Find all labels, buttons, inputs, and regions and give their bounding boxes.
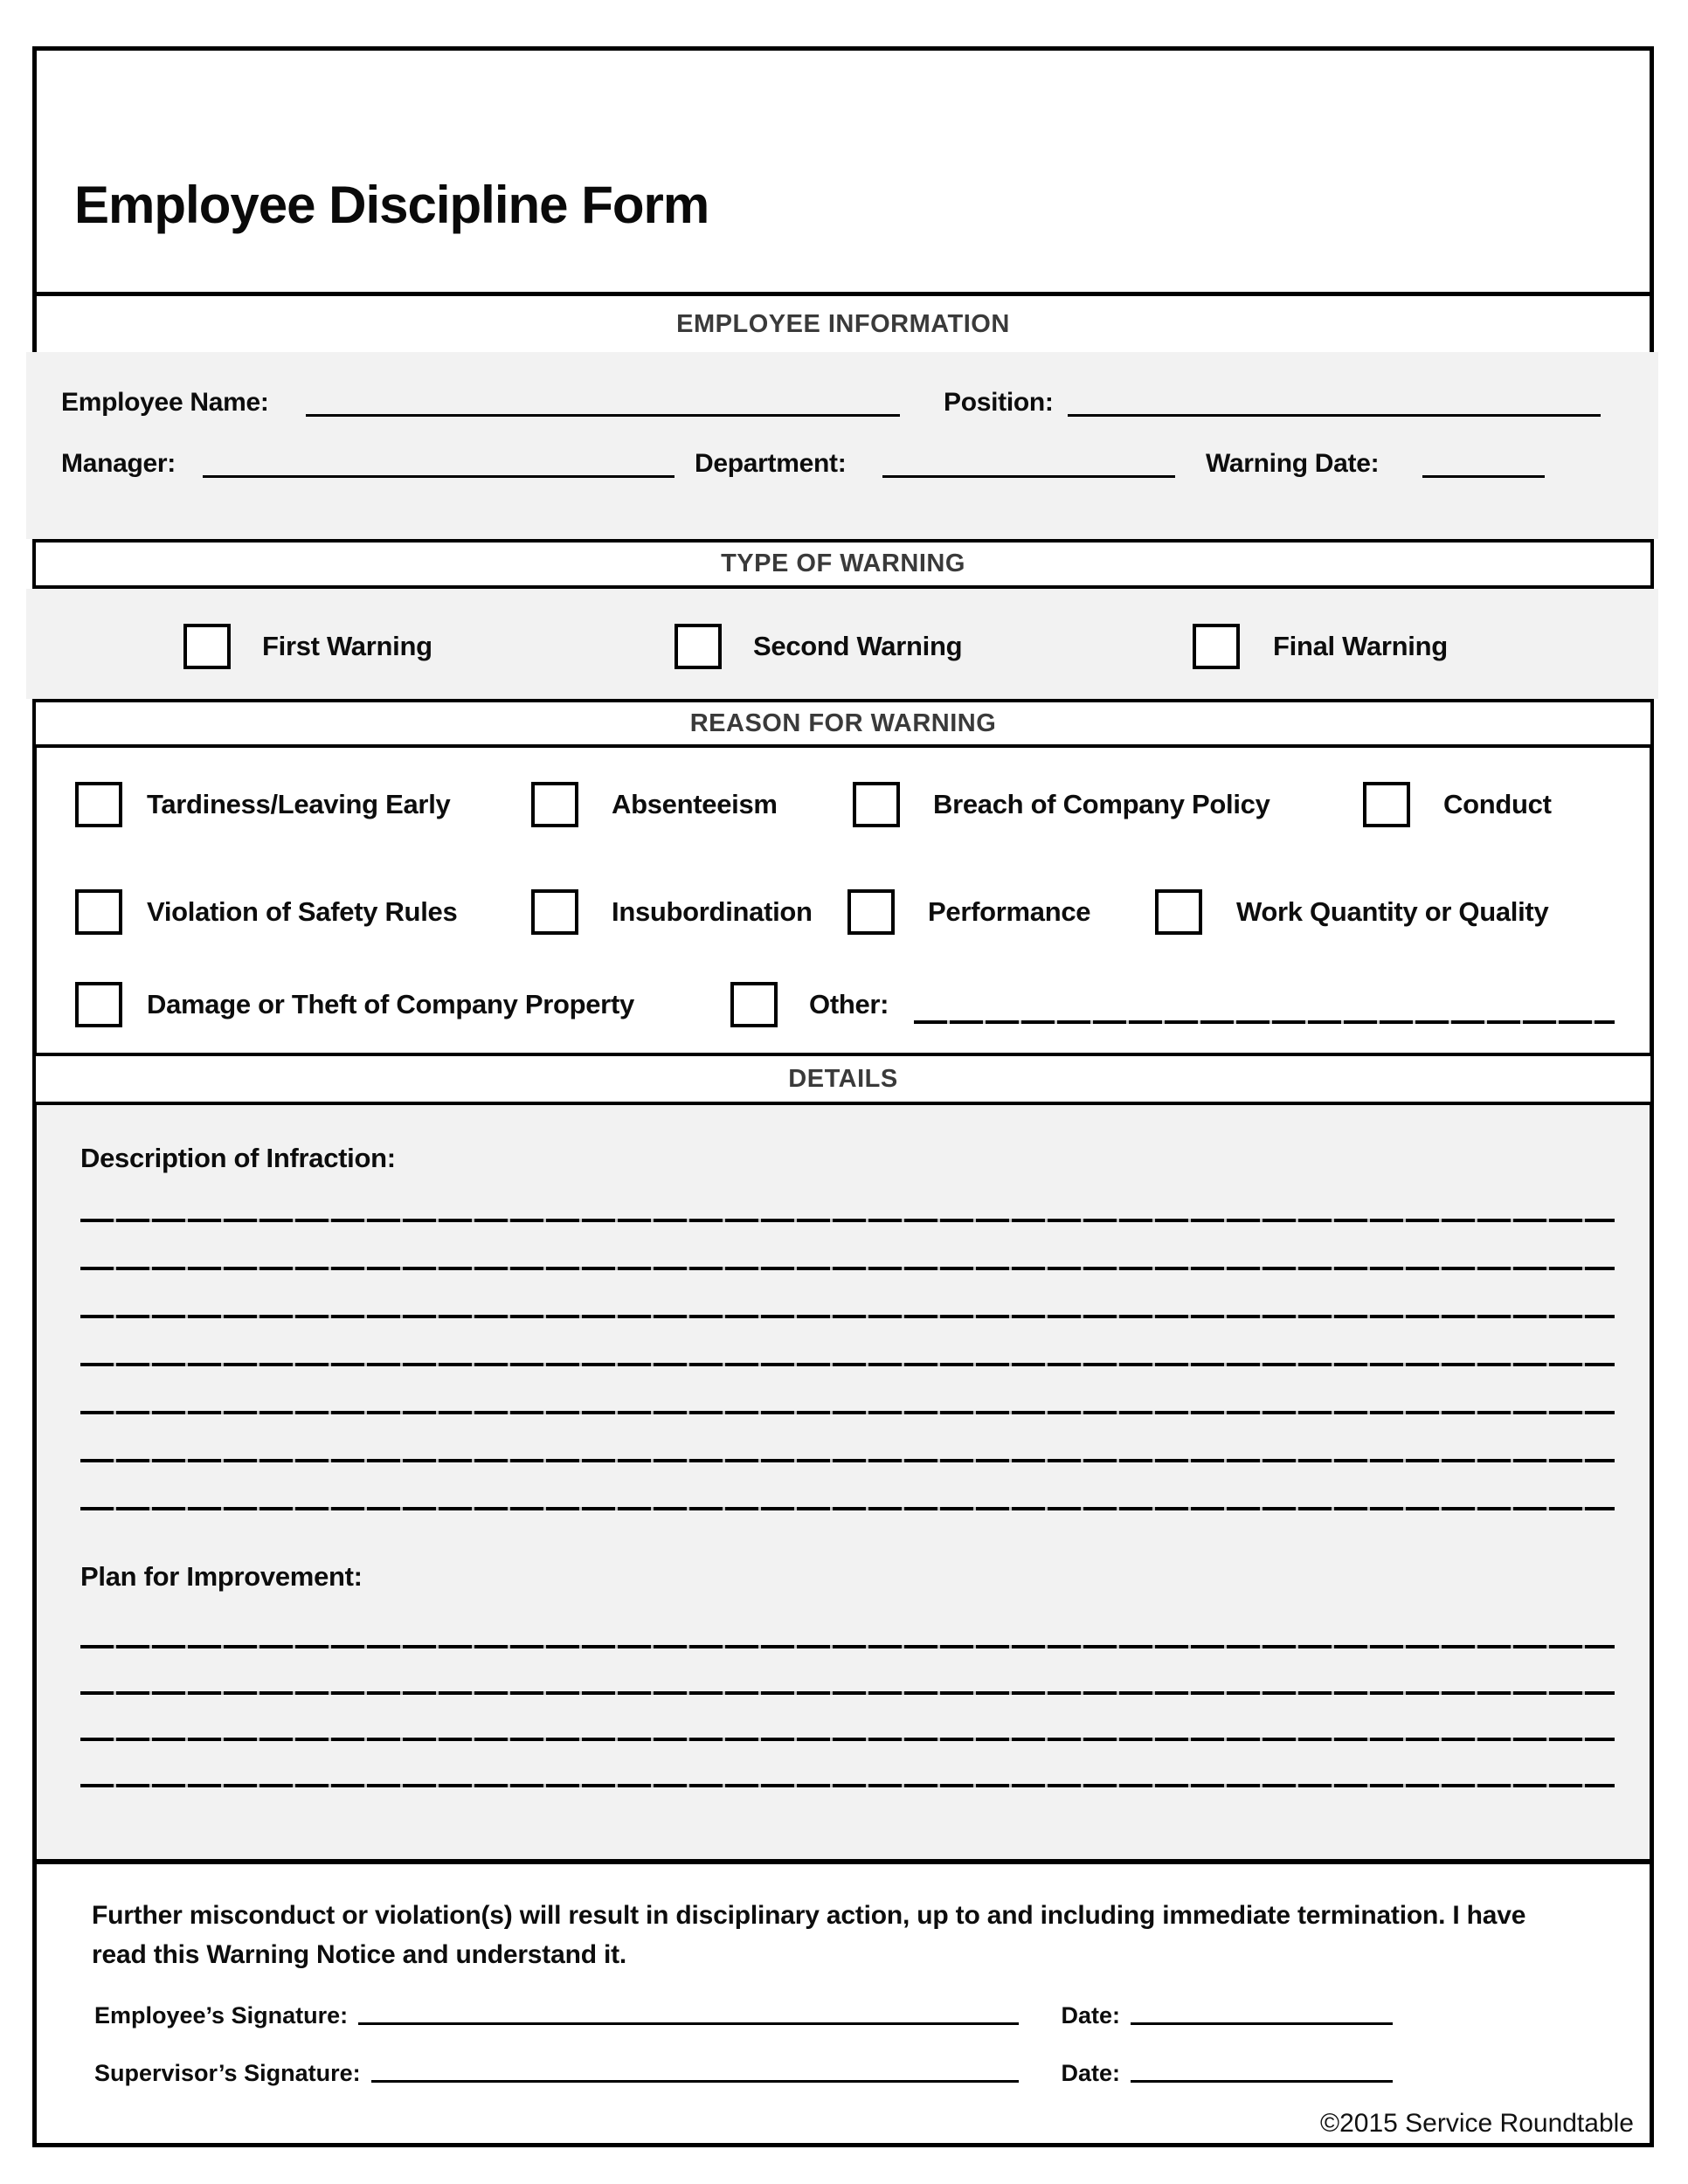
supervisor-signature-row — [94, 2060, 1393, 2087]
section-header-employee-information — [37, 296, 1650, 352]
description-line-2[interactable] — [80, 1267, 1615, 1270]
description-line-3[interactable] — [80, 1315, 1615, 1318]
checkbox-other[interactable] — [730, 982, 778, 1027]
absenteeism-label: Absenteeism — [612, 789, 778, 819]
description-line-7[interactable] — [80, 1507, 1615, 1510]
employee-signature-date-field[interactable] — [1131, 2022, 1393, 2025]
checkbox-second-warning[interactable] — [675, 624, 722, 669]
section-header-details-label: DETAILS — [788, 1064, 898, 1093]
position-label: Position: — [944, 388, 1054, 417]
department-label: Department: — [695, 449, 847, 478]
checkbox-damage-theft[interactable] — [75, 982, 122, 1027]
page-title: Employee Discipline Form — [74, 176, 709, 234]
breach-policy-label: Breach of Company Policy — [933, 789, 1270, 819]
checkbox-performance[interactable] — [847, 889, 895, 935]
other-label: Other: — [809, 989, 889, 1019]
section-header-type-of-warning-label: TYPE OF WARNING — [721, 549, 965, 577]
acknowledgement-notice: Further misconduct or violation(s) will result in disciplinary action, up to and including immediate termination. I have read this Warning Notice and understand it. — [92, 1901, 1526, 1969]
employee-name-label: Employee Name: — [61, 388, 269, 417]
safety-violation-label: Violation of Safety Rules — [147, 896, 458, 927]
description-of-infraction-label: Description of Infraction: — [80, 1143, 396, 1173]
manager-label: Manager: — [61, 449, 176, 478]
checkbox-safety-violation[interactable] — [75, 889, 122, 935]
checkbox-breach-policy[interactable] — [853, 782, 900, 827]
copyright-text: ©2015 Service Roundtable — [1319, 2109, 1634, 2138]
checkbox-tardiness[interactable] — [75, 782, 122, 827]
supervisor-signature-date-label: Date: — [1061, 2060, 1120, 2086]
employee-signature-date-label: Date: — [1061, 2002, 1120, 2028]
checkbox-absenteeism[interactable] — [531, 782, 578, 827]
checkbox-work-quality[interactable] — [1155, 889, 1202, 935]
supervisor-signature-date-field[interactable] — [1131, 2080, 1393, 2083]
section-header-employee-information-label: EMPLOYEE INFORMATION — [676, 309, 1010, 338]
section-header-details — [32, 1053, 1654, 1105]
damage-theft-label: Damage or Theft of Company Property — [147, 989, 634, 1019]
checkbox-insubordination[interactable] — [531, 889, 578, 935]
checkbox-first-warning[interactable] — [183, 624, 231, 669]
supervisor-signature-field[interactable] — [371, 2080, 1020, 2083]
footer-separator — [32, 1859, 1654, 1864]
warning-date-field[interactable] — [1422, 475, 1545, 478]
checkbox-final-warning[interactable] — [1193, 624, 1240, 669]
tardiness-label: Tardiness/Leaving Early — [147, 789, 451, 819]
description-line-5[interactable] — [80, 1411, 1615, 1414]
section-header-reason-for-warning — [32, 699, 1654, 748]
plan-line-4[interactable] — [80, 1784, 1615, 1787]
performance-label: Performance — [928, 896, 1091, 927]
conduct-label: Conduct — [1443, 789, 1552, 819]
department-field[interactable] — [882, 475, 1175, 478]
section-header-reason-for-warning-label: REASON FOR WARNING — [689, 708, 997, 737]
final-warning-label: Final Warning — [1273, 631, 1448, 661]
plan-for-improvement-label: Plan for Improvement: — [80, 1561, 363, 1592]
employee-signature-row — [94, 2002, 1393, 2029]
manager-field[interactable] — [203, 475, 675, 478]
description-line-1[interactable] — [80, 1219, 1615, 1222]
employee-name-field[interactable] — [306, 414, 900, 417]
plan-line-3[interactable] — [80, 1738, 1615, 1741]
first-warning-label: First Warning — [262, 631, 432, 661]
supervisor-signature-label: Supervisor’s Signature: — [94, 2060, 361, 2086]
second-warning-label: Second Warning — [753, 631, 963, 661]
other-reason-field[interactable] — [914, 1020, 1615, 1024]
section-header-type-of-warning — [32, 539, 1654, 589]
description-line-4[interactable] — [80, 1363, 1615, 1366]
plan-line-1[interactable] — [80, 1645, 1615, 1648]
insubordination-label: Insubordination — [612, 896, 813, 927]
employee-signature-label: Employee’s Signature: — [94, 2002, 349, 2028]
employee-information-body — [26, 352, 1658, 539]
description-line-6[interactable] — [80, 1459, 1615, 1462]
work-quality-label: Work Quantity or Quality — [1236, 896, 1549, 927]
warning-date-label: Warning Date: — [1206, 449, 1380, 478]
position-field[interactable] — [1068, 414, 1601, 417]
checkbox-conduct[interactable] — [1363, 782, 1410, 827]
employee-signature-field[interactable] — [358, 2022, 1019, 2025]
plan-line-2[interactable] — [80, 1691, 1615, 1695]
